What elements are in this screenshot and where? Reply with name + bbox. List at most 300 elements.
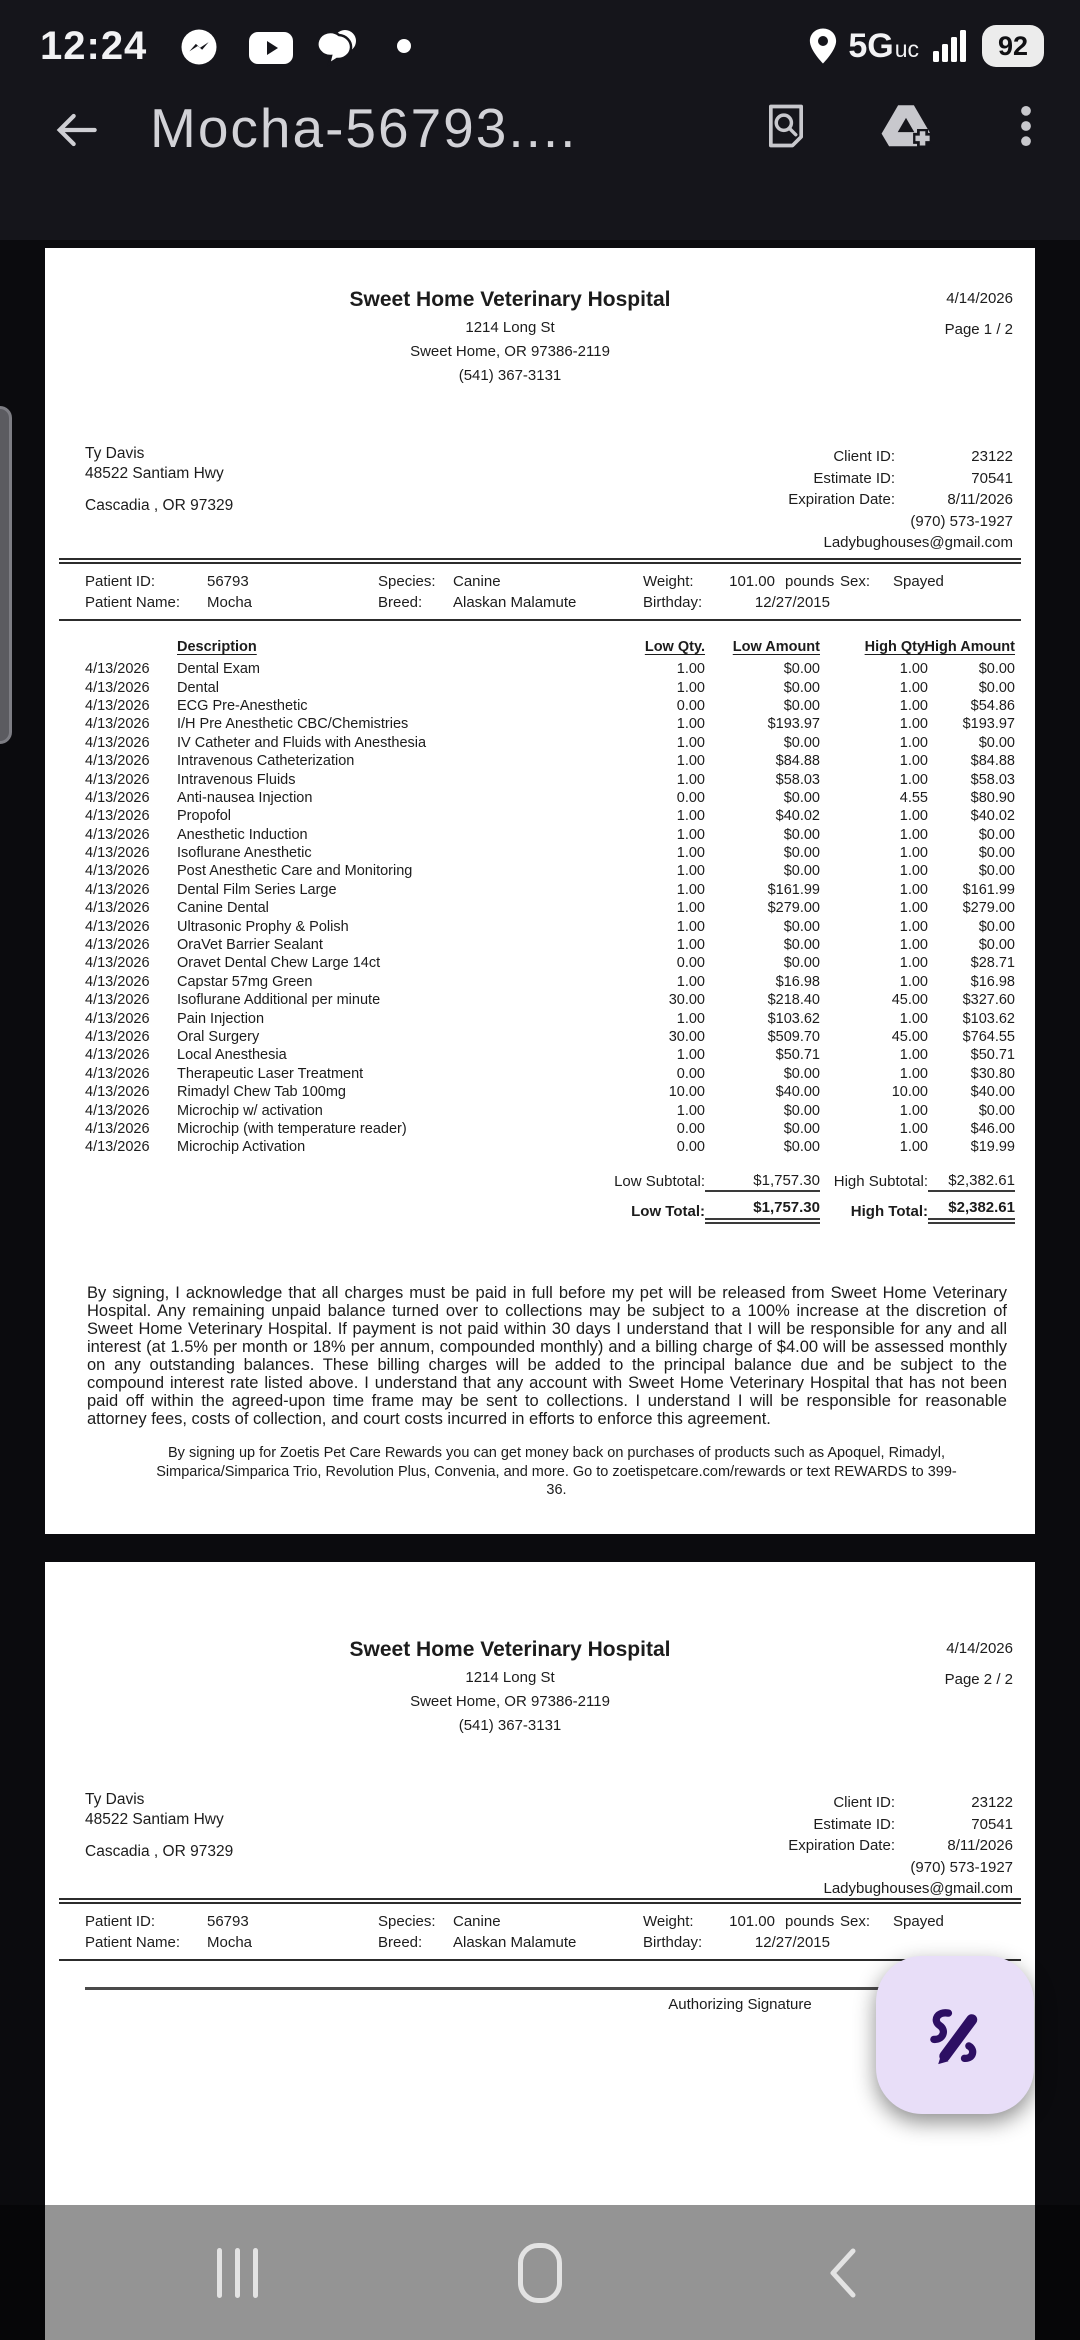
patient-name-label: Patient Name: — [85, 594, 181, 611]
row-date: 4/13/2026 — [85, 881, 150, 898]
estimate-row — [85, 1009, 1015, 1027]
page-number: Page 2 / 2 — [944, 1671, 1013, 1688]
row-high-amount: $0.00 — [978, 661, 1015, 678]
terms-paragraph: By signing, I acknowledge that all charges must be paid in full before my pet will be released from Sweet Home Veterinary Hospital. Any remaining unpaid balance turned over to collections may be subject to a 100% increase at the discretion of Sweet Home Veterinary Hospital. If payment is not paid within 30 days I understand that I will be responsible for any and all interest (at 1.5% per month or 18% per annum, compounded monthly) and a billing charge of $4.00 will be assessed monthly on any outstanding balances. These billing charges will be added to the principal balance due and be subject to the compound interest rate listed above. I understand that any account with Sweet Home Veterinary Hospital that has not been paid off within the agreed-upon time frame may be sent to collections. I understand I will be responsible for reasonable attorney fees, costs of collection, and court costs incurred in efforts to enforce this agreement. — [87, 1284, 1007, 1428]
estimate-row — [85, 734, 1015, 752]
row-low-qty: 1.00 — [676, 918, 705, 935]
row-low-amount: $279.00 — [767, 900, 820, 917]
row-high-qty: 1.00 — [899, 955, 928, 972]
weight-value: 101.00 — [729, 573, 775, 590]
row-low-qty: 30.00 — [668, 992, 705, 1009]
birthday-label: Birthday: — [643, 1934, 703, 1951]
estimate-row — [85, 752, 1015, 770]
row-description: Propofol — [177, 808, 232, 825]
location-active-icon — [808, 27, 838, 65]
row-low-amount: $84.88 — [775, 753, 820, 770]
row-low-amount: $0.00 — [783, 918, 820, 935]
sex-label: Sex: — [840, 573, 871, 590]
row-high-amount: $279.00 — [962, 900, 1015, 917]
row-high-amount: $103.62 — [962, 1010, 1015, 1027]
patient-id-value: 56793 — [207, 1913, 249, 1930]
row-high-qty: 1.00 — [899, 918, 928, 935]
sign-document-fab[interactable] — [876, 1956, 1034, 2114]
row-high-qty: 1.00 — [899, 716, 928, 733]
row-description: OraVet Barrier Sealant — [177, 937, 323, 954]
row-high-qty: 1.00 — [899, 771, 928, 788]
row-high-qty: 1.00 — [899, 900, 928, 917]
nav-back-button[interactable] — [763, 2205, 923, 2340]
row-description: Dental Film Series Large — [177, 881, 337, 898]
row-low-qty: 0.00 — [676, 697, 705, 714]
estimate-row — [85, 807, 1015, 825]
row-date: 4/13/2026 — [85, 1120, 150, 1137]
patient-id-value: 56793 — [207, 573, 249, 590]
patient-info-table — [59, 1898, 1021, 1961]
high-subtotal-value: $2,382.61 — [928, 1172, 1015, 1192]
species-label: Species: — [378, 573, 436, 590]
signature-line — [85, 1987, 885, 1990]
row-low-amount: $0.00 — [783, 789, 820, 806]
sex-value: Spayed — [893, 573, 944, 590]
row-date: 4/13/2026 — [85, 1029, 150, 1045]
row-low-qty: 1.00 — [676, 973, 705, 990]
row-high-amount: $0.00 — [978, 863, 1015, 880]
breed-label: Breed: — [378, 594, 423, 611]
row-low-qty: 1.00 — [676, 937, 705, 954]
client-id-label: Client ID: — [833, 448, 895, 466]
row-low-amount: $161.99 — [767, 881, 820, 898]
row-high-qty: 1.00 — [899, 697, 928, 714]
signal-strength-icon — [933, 30, 966, 62]
row-description: Ultrasonic Prophy & Polish — [177, 918, 349, 935]
patient-name-value: Mocha — [207, 594, 253, 611]
low-total-label: Low Total: — [631, 1203, 705, 1221]
estimate-id-label: Estimate ID: — [813, 469, 895, 487]
row-low-amount: $40.02 — [775, 808, 820, 825]
estimate-id-value: 70541 — [971, 1815, 1013, 1833]
breed-value: Alaskan Malamute — [453, 1934, 577, 1951]
estimate-row — [85, 862, 1015, 880]
row-description: I/H Pre Anesthetic CBC/Chemistries — [177, 716, 409, 733]
estimate-row — [85, 1083, 1015, 1101]
row-date: 4/13/2026 — [85, 734, 150, 751]
client-address-block — [85, 1790, 233, 1862]
row-description: Intravenous Fluids — [177, 771, 296, 788]
row-high-qty: 1.00 — [899, 1139, 928, 1156]
row-date: 4/13/2026 — [85, 1065, 150, 1082]
row-low-qty: 1.00 — [676, 1010, 705, 1027]
home-icon — [518, 2243, 562, 2303]
row-date: 4/13/2026 — [85, 1102, 150, 1119]
weight-label: Weight: — [643, 1913, 694, 1930]
birthday-value: 12/27/2015 — [754, 1934, 830, 1951]
estimate-row — [85, 826, 1015, 844]
row-date: 4/13/2026 — [85, 771, 150, 788]
estimate-ids-block — [683, 1792, 1013, 1900]
row-date: 4/13/2026 — [85, 826, 150, 843]
estimate-ids-block — [683, 446, 1013, 554]
row-description: Microchip (with temperature reader) — [177, 1120, 407, 1137]
battery-indicator: 92 — [982, 25, 1044, 67]
row-description: Capstar 57mg Green — [177, 973, 313, 990]
row-low-amount: $0.00 — [783, 734, 820, 751]
client-email: Ladybughouses@gmail.com — [823, 534, 1013, 552]
navigation-bar — [0, 2205, 1080, 2340]
home-button[interactable] — [460, 2205, 620, 2340]
row-date: 4/13/2026 — [85, 679, 150, 696]
row-low-amount: $50.71 — [775, 1047, 820, 1064]
row-high-qty: 1.00 — [899, 1120, 928, 1137]
page-meta — [945, 1640, 1013, 1688]
network-subtype-label: uc — [894, 35, 919, 62]
rewards-paragraph: By signing up for Zoetis Pet Care Rewards you can get money back on purchases of products such as Apoquel, Rimadyl, Simparica/Simparica Trio, Revolution Plus, Convenia, and more. Go to zoetispetcare.com/rewards or text REWARDS to 399-36. — [156, 1445, 957, 1498]
row-high-qty: 1.00 — [899, 826, 928, 843]
birthday-label: Birthday: — [643, 594, 703, 611]
row-high-amount: $764.55 — [962, 1029, 1015, 1045]
estimate-id-value: 70541 — [971, 469, 1013, 487]
row-high-qty: 1.00 — [899, 679, 928, 696]
row-high-amount: $193.97 — [962, 716, 1015, 733]
row-low-amount: $40.00 — [775, 1084, 820, 1101]
col-high-qty: High Qty. — [864, 639, 928, 655]
total-row — [85, 1199, 1015, 1225]
estimate-row — [85, 789, 1015, 807]
client-phone: (970) 573-1927 — [910, 512, 1013, 530]
messenger-notification-icon — [178, 26, 220, 73]
row-high-amount: $161.99 — [962, 881, 1015, 898]
row-date: 4/13/2026 — [85, 845, 150, 862]
client-phone: (970) 573-1927 — [910, 1858, 1013, 1876]
estimate-row — [85, 678, 1015, 696]
row-high-amount: $19.99 — [970, 1139, 1015, 1156]
estimate-row — [85, 936, 1015, 954]
hospital-street: 1214 Long St — [465, 319, 555, 336]
col-high-amount: High Amount — [924, 639, 1015, 655]
row-description: IV Catheter and Fluids with Anesthesia — [177, 734, 427, 751]
client-id-value: 23122 — [971, 448, 1013, 466]
estimate-table-header — [85, 634, 1015, 660]
row-date: 4/13/2026 — [85, 1047, 150, 1064]
estimate-row — [85, 899, 1015, 917]
row-high-qty: 1.00 — [899, 1010, 928, 1027]
row-date: 4/13/2026 — [85, 955, 150, 972]
row-low-qty: 0.00 — [676, 1139, 705, 1156]
estimate-row — [85, 954, 1015, 972]
breed-value: Alaskan Malamute — [453, 594, 577, 611]
row-date: 4/13/2026 — [85, 697, 150, 714]
estimate-row — [85, 844, 1015, 862]
scroll-indicator[interactable] — [0, 406, 12, 744]
row-date: 4/13/2026 — [85, 1010, 150, 1027]
nav-back-icon — [823, 2243, 863, 2303]
document-date: 4/14/2026 — [946, 1640, 1013, 1657]
status-bar-right — [808, 0, 1044, 92]
row-description: ECG Pre-Anesthetic — [177, 697, 308, 714]
row-date: 4/13/2026 — [85, 716, 150, 733]
notification-overflow-dot — [396, 38, 412, 59]
high-total-label: High Total: — [850, 1203, 928, 1221]
row-high-qty: 4.55 — [899, 789, 928, 806]
row-low-amount: $0.00 — [783, 863, 820, 880]
row-description: Isoflurane Anesthetic — [177, 845, 312, 862]
weight-value: 101.00 — [729, 1913, 775, 1930]
expiration-date-value: 8/11/2026 — [947, 1837, 1013, 1855]
row-description: Oral Surgery — [177, 1029, 260, 1045]
estimate-row — [85, 1101, 1015, 1119]
estimate-row — [85, 1028, 1015, 1046]
row-high-qty: 1.00 — [899, 863, 928, 880]
birthday-value: 12/27/2015 — [754, 594, 830, 611]
app-bar — [0, 92, 1080, 237]
client-name: Ty Davis — [85, 1791, 145, 1808]
youtube-notification-icon — [248, 31, 294, 70]
row-high-amount: $0.00 — [978, 1102, 1015, 1119]
client-id-label: Client ID: — [833, 1794, 895, 1812]
row-low-amount: $0.00 — [783, 845, 820, 862]
row-date: 4/13/2026 — [85, 973, 150, 990]
high-subtotal-label: High Subtotal: — [833, 1173, 928, 1191]
row-low-qty: 0.00 — [676, 1065, 705, 1082]
expiration-date-label: Expiration Date: — [788, 1837, 895, 1855]
row-description: Dental Exam — [177, 661, 261, 678]
row-high-amount: $0.00 — [978, 937, 1015, 954]
estimate-row — [85, 715, 1015, 733]
row-low-qty: 30.00 — [668, 1029, 705, 1045]
row-low-qty: 1.00 — [676, 900, 705, 917]
row-date: 4/13/2026 — [85, 992, 150, 1009]
weight-label: Weight: — [643, 573, 694, 590]
row-low-amount: $16.98 — [775, 973, 820, 990]
row-high-amount: $16.98 — [970, 973, 1015, 990]
row-description: Isoflurane Additional per minute — [177, 992, 381, 1009]
clock: 12:24 — [40, 24, 148, 68]
row-low-amount: $218.40 — [767, 992, 820, 1009]
low-total-value: $1,757.30 — [705, 1199, 820, 1224]
row-high-qty: 1.00 — [899, 1102, 928, 1119]
row-low-amount: $193.97 — [767, 716, 820, 733]
row-high-amount: $0.00 — [978, 679, 1015, 696]
row-high-qty: 1.00 — [899, 734, 928, 751]
row-high-amount: $80.90 — [970, 789, 1015, 806]
document-title: Mocha-56793.... — [150, 97, 578, 159]
row-high-amount: $40.00 — [970, 1084, 1015, 1101]
row-low-amount: $0.00 — [783, 679, 820, 696]
row-high-amount: $28.71 — [970, 955, 1015, 972]
estimate-rows — [85, 660, 1015, 1157]
row-low-qty: 1.00 — [676, 679, 705, 696]
row-description: Intravenous Catheterization — [177, 753, 355, 770]
row-description: Dental — [177, 679, 219, 696]
client-street: 48522 Santiam Hwy — [85, 1811, 224, 1828]
col-description: Description — [177, 639, 257, 655]
estimate-row — [85, 973, 1015, 991]
row-low-amount: $0.00 — [783, 1102, 820, 1119]
row-high-qty: 1.00 — [899, 973, 928, 990]
row-description: Local Anesthesia — [177, 1047, 287, 1064]
row-description: Anesthetic Induction — [177, 826, 308, 843]
row-description: Pain Injection — [177, 1010, 265, 1027]
row-description: Oravet Dental Chew Large 14ct — [177, 955, 381, 972]
row-low-qty: 1.00 — [676, 863, 705, 880]
row-date: 4/13/2026 — [85, 900, 150, 917]
overflow-menu-button[interactable] — [1000, 100, 1052, 152]
patient-name-label: Patient Name: — [85, 1934, 181, 1951]
hospital-name: Sweet Home Veterinary Hospital — [349, 288, 671, 311]
row-low-qty: 1.00 — [676, 808, 705, 825]
row-high-amount: $0.00 — [978, 918, 1015, 935]
species-label: Species: — [378, 1913, 436, 1930]
row-low-qty: 1.00 — [676, 826, 705, 843]
hospital-street: 1214 Long St — [465, 1669, 555, 1686]
row-high-qty: 1.00 — [899, 845, 928, 862]
hospital-city: Sweet Home, OR 97386-2119 — [410, 1693, 610, 1710]
patient-name-value: Mocha — [207, 1934, 253, 1951]
row-high-amount: $40.02 — [970, 808, 1015, 825]
row-high-amount: $50.71 — [970, 1047, 1015, 1064]
client-id-value: 23122 — [971, 1794, 1013, 1812]
row-low-amount: $0.00 — [783, 955, 820, 972]
estimate-line-items — [85, 634, 1015, 1225]
high-total-value: $2,382.61 — [928, 1199, 1015, 1224]
client-address-block — [85, 444, 233, 516]
estimate-row — [85, 660, 1015, 678]
row-high-amount: $46.00 — [970, 1120, 1015, 1137]
row-high-qty: 1.00 — [899, 808, 928, 825]
row-low-amount: $0.00 — [783, 661, 820, 678]
row-low-amount: $0.00 — [783, 826, 820, 843]
network-type-label: 5G — [848, 26, 894, 65]
page-number: Page 1 / 2 — [944, 321, 1013, 338]
hospital-header — [45, 1638, 975, 1734]
row-low-amount: $509.70 — [767, 1029, 820, 1045]
row-description: Canine Dental — [177, 900, 269, 917]
row-high-amount: $84.88 — [970, 753, 1015, 770]
expiration-date-value: 8/11/2026 — [947, 491, 1013, 509]
row-low-amount: $0.00 — [783, 1139, 820, 1156]
row-low-qty: 1.00 — [676, 771, 705, 788]
row-description: Therapeutic Laser Treatment — [177, 1065, 364, 1082]
hospital-name: Sweet Home Veterinary Hospital — [349, 1638, 671, 1661]
find-in-document-button[interactable] — [760, 100, 812, 152]
row-high-amount: $0.00 — [978, 845, 1015, 862]
row-date: 4/13/2026 — [85, 937, 150, 954]
row-low-amount: $58.03 — [775, 771, 820, 788]
row-low-qty: 1.00 — [676, 845, 705, 862]
subtotal-row — [85, 1169, 1015, 1195]
estimate-row — [85, 1138, 1015, 1156]
add-to-drive-button[interactable] — [880, 100, 932, 152]
row-high-qty: 1.00 — [899, 1047, 928, 1064]
weight-unit: pounds — [785, 573, 835, 590]
row-low-qty: 0.00 — [676, 955, 705, 972]
row-high-qty: 1.00 — [899, 661, 928, 678]
patient-id-label: Patient ID: — [85, 573, 156, 590]
row-high-amount: $54.86 — [970, 697, 1015, 714]
row-low-amount: $103.62 — [767, 1010, 820, 1027]
back-button[interactable] — [48, 102, 104, 158]
client-city: Cascadia , OR 97329 — [85, 497, 234, 514]
estimate-row — [85, 917, 1015, 935]
col-low-qty: Low Qty. — [644, 639, 705, 655]
row-low-amount: $0.00 — [783, 1120, 820, 1137]
estimate-row — [85, 697, 1015, 715]
row-high-amount: $327.60 — [962, 992, 1015, 1009]
species-value: Canine — [453, 573, 501, 590]
row-date: 4/13/2026 — [85, 863, 150, 880]
weight-unit: pounds — [785, 1913, 835, 1930]
estimate-row — [85, 991, 1015, 1009]
row-high-amount: $0.00 — [978, 734, 1015, 751]
row-low-amount: $0.00 — [783, 697, 820, 714]
row-high-qty: 1.00 — [899, 937, 928, 954]
recents-button[interactable] — [157, 2205, 317, 2340]
estimate-row — [85, 1046, 1015, 1064]
col-low-amount: Low Amount — [732, 639, 820, 655]
recents-icon — [217, 2248, 258, 2298]
hospital-phone: (541) 367-3131 — [458, 1717, 562, 1734]
row-low-qty: 1.00 — [676, 753, 705, 770]
row-high-qty: 1.00 — [899, 753, 928, 770]
page-meta — [945, 290, 1013, 338]
row-low-qty: 1.00 — [676, 716, 705, 733]
signature-label: Authorizing Signature — [668, 1996, 812, 2013]
estimate-row — [85, 1120, 1015, 1138]
pdf-page-1[interactable] — [45, 248, 1035, 1534]
expiration-date-label: Expiration Date: — [788, 491, 895, 509]
species-value: Canine — [453, 1913, 501, 1930]
document-date: 4/14/2026 — [946, 290, 1013, 307]
row-date: 4/13/2026 — [85, 808, 150, 825]
row-high-qty: 45.00 — [891, 1029, 928, 1045]
row-low-qty: 0.00 — [676, 1120, 705, 1137]
row-description: Rimadyl Chew Tab 100mg — [177, 1084, 346, 1101]
client-street: 48522 Santiam Hwy — [85, 465, 224, 482]
row-date: 4/13/2026 — [85, 661, 150, 678]
row-low-amount: $0.00 — [783, 937, 820, 954]
row-date: 4/13/2026 — [85, 753, 150, 770]
row-date: 4/13/2026 — [85, 918, 150, 935]
client-email: Ladybughouses@gmail.com — [823, 1880, 1013, 1898]
estimate-row — [85, 770, 1015, 788]
row-description: Anti-nausea Injection — [177, 789, 313, 806]
client-city: Cascadia , OR 97329 — [85, 1843, 234, 1860]
hospital-city: Sweet Home, OR 97386-2119 — [410, 343, 610, 360]
estimate-row — [85, 1065, 1015, 1083]
row-date: 4/13/2026 — [85, 789, 150, 806]
row-low-qty: 0.00 — [676, 789, 705, 806]
breed-label: Breed: — [378, 1934, 423, 1951]
row-low-qty: 1.00 — [676, 1047, 705, 1064]
row-low-qty: 1.00 — [676, 881, 705, 898]
signature-pen-icon — [920, 2000, 990, 2070]
row-high-qty: 1.00 — [899, 881, 928, 898]
sex-label: Sex: — [840, 1913, 871, 1930]
row-low-qty: 1.00 — [676, 1102, 705, 1119]
row-high-qty: 1.00 — [899, 1065, 928, 1082]
row-description: Post Anesthetic Care and Monitoring — [177, 863, 413, 880]
row-high-amount: $0.00 — [978, 826, 1015, 843]
low-subtotal-label: Low Subtotal: — [614, 1173, 705, 1191]
row-high-qty: 45.00 — [891, 992, 928, 1009]
row-description: Microchip Activation — [177, 1139, 306, 1156]
row-date: 4/13/2026 — [85, 1139, 150, 1156]
chat-notification-icon — [318, 28, 362, 75]
row-high-amount: $30.80 — [970, 1065, 1015, 1082]
row-date: 4/13/2026 — [85, 1084, 150, 1101]
row-low-qty: 1.00 — [676, 661, 705, 678]
low-subtotal-value: $1,757.30 — [705, 1172, 820, 1192]
row-high-qty: 10.00 — [891, 1084, 928, 1101]
